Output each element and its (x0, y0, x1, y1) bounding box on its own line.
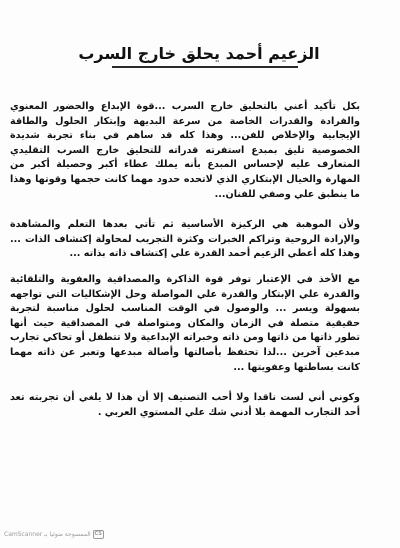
paragraph-2: ولأن الموهبة هي الركيزة الأساسية ثم تأتي بعدها التعلم والمشاهدة والإرادة الروحية وتراكم الخبرات وكثرة التجريب لمحاولة إكتشاف الذات ... وهذا كله أعطي الزعيم أحمد القدرة علي إكتشاف ذاته بذاته ... (10, 219, 360, 260)
camscanner-logo-icon: CS (94, 531, 102, 537)
watermark-text: الممسوحة ضوئيا بـ CamScanner (4, 531, 91, 538)
article-body (10, 100, 360, 420)
paragraph-4: وكوني أني لست ناقدا ولا أحب التصنيف إلا أن هذا لا يلغي أن تجربته تعد أحد التجارب المهمة بلا أدني شك علي المستوي العربي . (10, 392, 360, 418)
page-title: الزعيم أحمد يحلق خارج السرب (78, 44, 320, 63)
paragraph-spacer (10, 262, 360, 273)
scanner-watermark (4, 530, 104, 539)
paragraph-spacer (10, 375, 360, 391)
title-underline (112, 66, 298, 68)
paragraph-1: بكل تأكيد أعني بالتحليق خارج السرب ...قوة الإبداع والحضور المعنوي والفرادة والقدرات الخاصة من سرعة البديهة وإبتكار الحلول والطاقة الإيجابية والإخلاص للفن... وهذا كله قد ساهم في بناء تجربة شديدة الخصوصية تليق بمبدع استفرته قدراته للتحليق خارج السرب التقليدي المتعارف عليه لإحساس المبدع بأنه يملك عطاء أكبر وحصيلة أكبر من المهارة والخيال الإبتكاري الذي لاتحده حدود مهما كانت حجمها وقوتها وهذا ما ينطبق علي وصفي للفنان... (10, 101, 360, 200)
paragraph-spacer (10, 202, 360, 218)
paragraph-3: مع الأخذ في الإعتبار توفر قوة الذاكرة والمصداقية والعفوية والتلقائية والقدرة علي الإبتكار والقدرة علي المواصلة وحل الإشكاليات التي تواجهه بسهولة ويسر ... والوصول في الوقت المناسب لحلول مناسبة لتجربة حقيقية متصلة في الزمان والمكان ومتواصلة في المصداقية حيث أنها تطور ذاتها من ذاتها ومن ذاته وخبراته الإبداعية ولا تتطفل أو تحاكي تجارب مبدعين آخرين ...لذا تحتفظ بأصالتها وأصالة مبدعها وتعبر عن ذاته مهما كانت بساطتها وعفويتها ... (10, 273, 360, 373)
